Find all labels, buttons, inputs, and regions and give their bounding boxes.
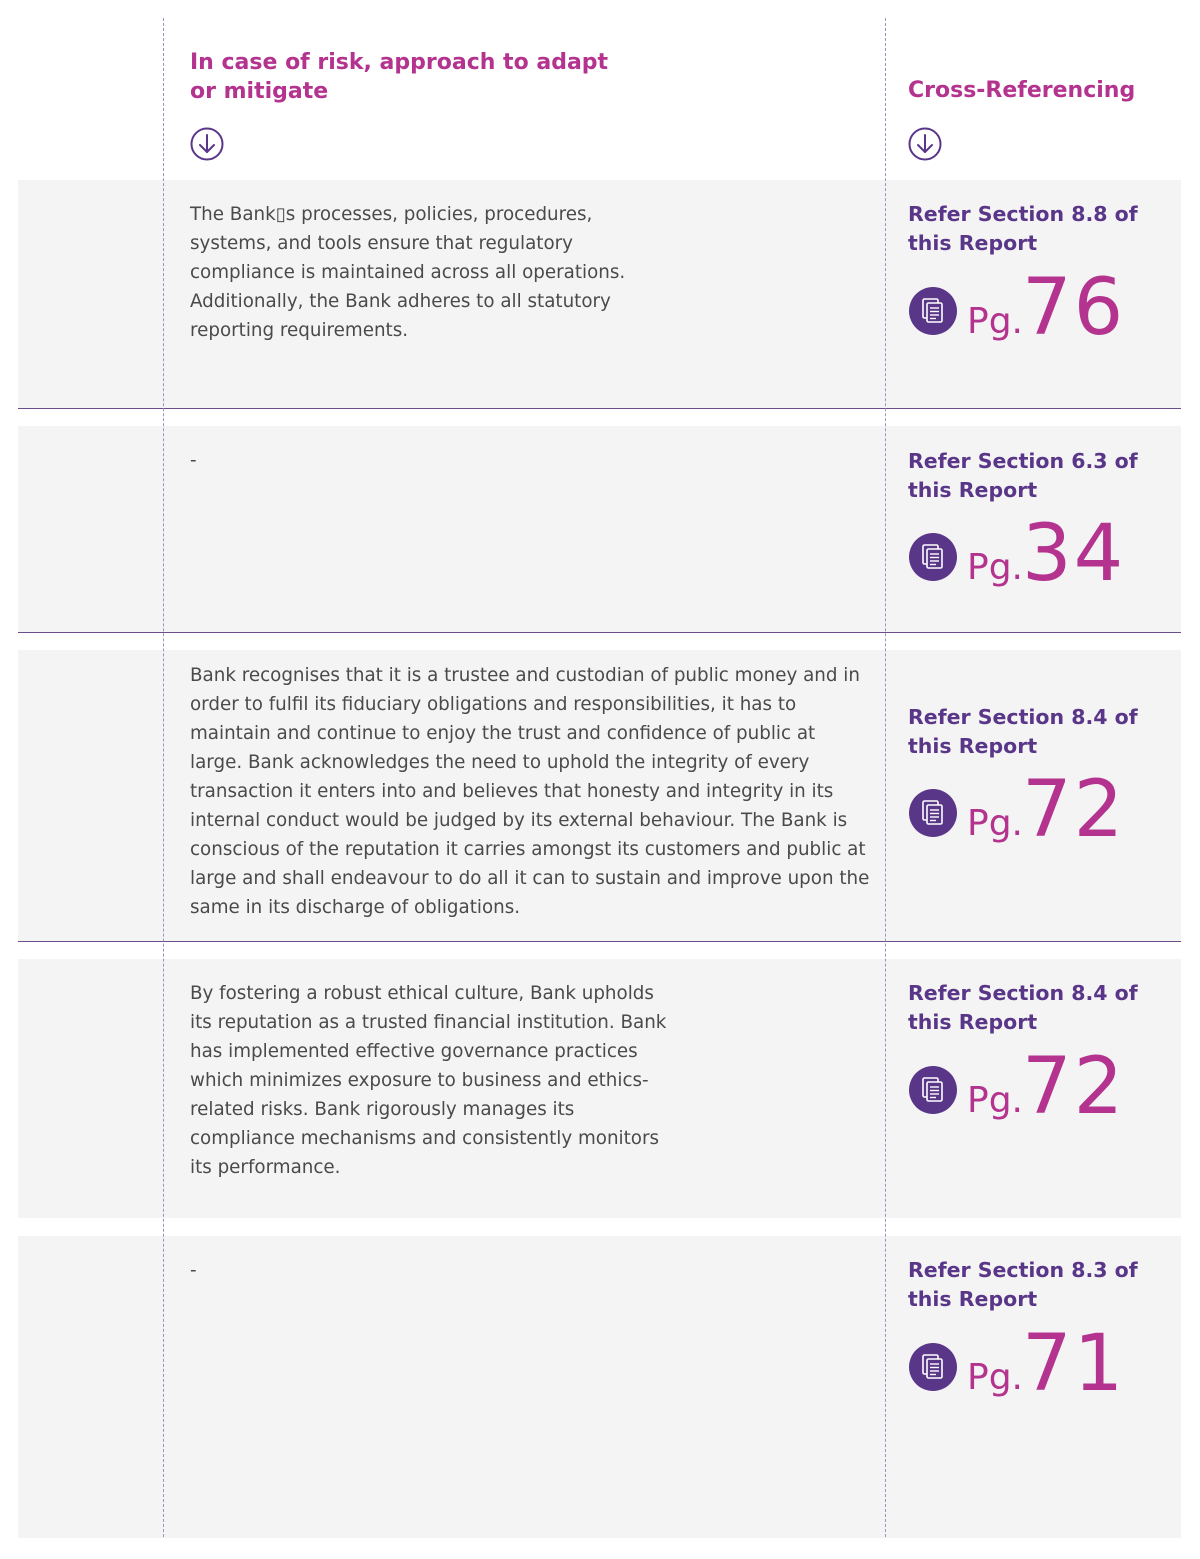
page-number: 71: [1022, 1319, 1126, 1409]
mitigation-text: -: [190, 450, 197, 471]
page-number: 72: [1022, 765, 1126, 855]
mitigation-text: Bank recognises that it is a trustee and custodian of public money and in order to fulfil its fiduciary obligations and responsibilities, it has to maintain and continue to enjoy the trust and confidence of public at large. Bank acknowledges the need to uphold the integrity of every transaction it enters into and believes that honesty and integrity in its internal conduct would be judged by its external behaviour. The Bank is conscious of the reputation it carries amongst its customers and public at large and shall endeavour to do all it can to sustain and improve upon the same in its discharge of obligations.: [190, 665, 870, 918]
page-label: Pg.: [967, 547, 1024, 588]
page-reference: [908, 263, 1178, 356]
page-reference: [908, 1042, 1178, 1135]
section-reference: Refer Section 8.4 of this Report: [908, 705, 1138, 758]
page-reference: [908, 1319, 1178, 1412]
section-reference: Refer Section 8.8 of this Report: [908, 202, 1138, 255]
page-label: Pg.: [967, 1080, 1024, 1121]
arrow-down-circle-icon: [908, 127, 942, 161]
document-icon: [908, 1342, 958, 1392]
arrow-down-circle-icon: [190, 127, 224, 161]
page-reference: [908, 509, 1178, 602]
column-divider-left: [163, 18, 164, 1537]
page-number: 76: [1022, 263, 1126, 353]
document-icon: [908, 1065, 958, 1115]
table-row: [18, 180, 1181, 409]
page-label: Pg.: [967, 301, 1024, 342]
mitigation-text: By fostering a robust ethical culture, Bank upholds its reputation as a trusted financial institution. Bank has implemented effective governance practices which minimizes exposure to business and ethics-related risks. Bank rigorously manages its compliance mechanisms and consistently monitors its performance.: [190, 983, 667, 1178]
mitigation-text: The Bank▯s processes, policies, procedures, systems, and tools ensure that regulatory compliance is maintained across all operations. Additionally, the Bank adheres to all statutory reporting requirements.: [190, 204, 626, 341]
table-row: [18, 1236, 1181, 1538]
page-label: Pg.: [967, 1357, 1024, 1398]
document-icon: [908, 788, 958, 838]
document-icon: [908, 532, 958, 582]
section-reference: Refer Section 6.3 of this Report: [908, 449, 1138, 502]
section-reference: Refer Section 8.3 of this Report: [908, 1258, 1138, 1311]
section-reference: Refer Section 8.4 of this Report: [908, 981, 1138, 1034]
table-row: [18, 650, 1181, 942]
document-icon: [908, 286, 958, 336]
mitigation-text: -: [190, 1260, 197, 1281]
page-number: 34: [1022, 509, 1126, 599]
column-divider-right: [885, 18, 886, 1537]
crossref-column-header: Cross-Referencing: [908, 78, 1136, 103]
table-row: [18, 959, 1181, 1218]
page-number: 72: [1022, 1042, 1126, 1132]
page-reference: [908, 765, 1178, 858]
table-row: [18, 426, 1181, 633]
approach-column-header: In case of risk, approach to adapt or mitigate: [190, 50, 609, 104]
page-label: Pg.: [967, 803, 1024, 844]
